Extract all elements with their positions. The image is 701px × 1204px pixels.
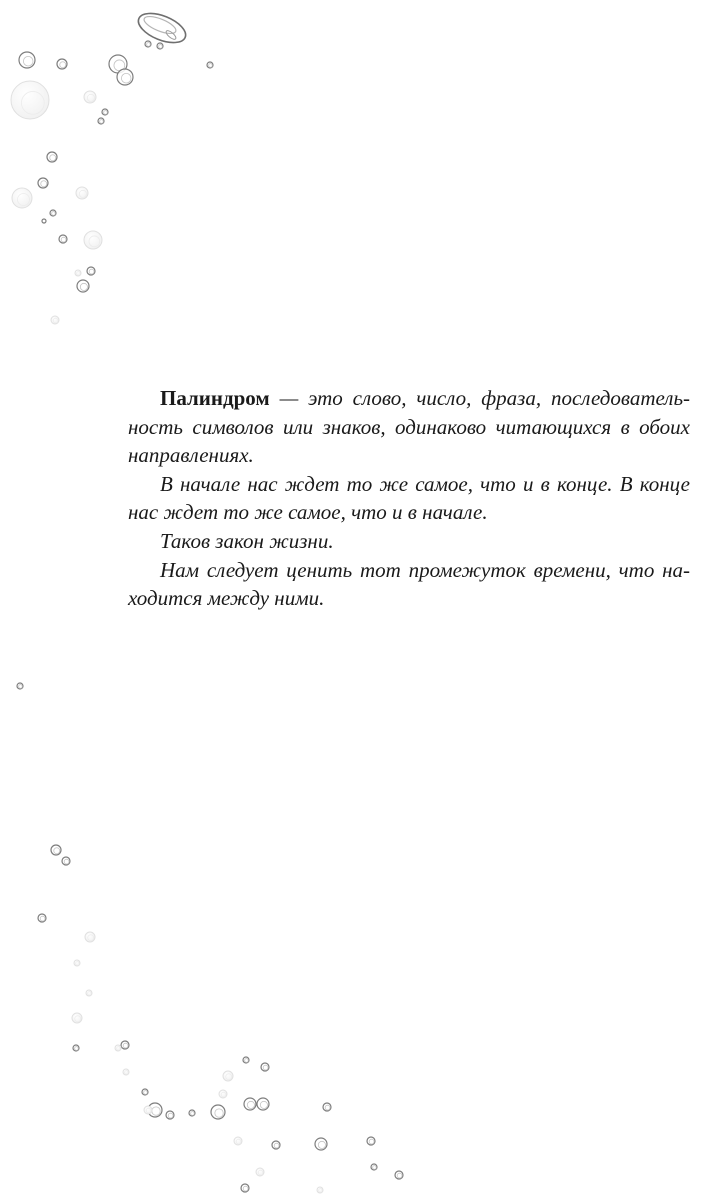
- bubble-icon: [11, 81, 49, 119]
- epigraph-paragraph: [128, 527, 690, 556]
- bubble-icon: [19, 52, 35, 68]
- bubble-icon: [211, 1105, 225, 1119]
- bubble-icon: [395, 1171, 403, 1179]
- bubble-icon: [59, 235, 67, 243]
- bubble-icon: [121, 1041, 129, 1049]
- bubble-icon: [317, 1187, 323, 1193]
- bubble-icon: [115, 1045, 121, 1051]
- bubble-icon: [166, 1111, 174, 1119]
- bubble-icon: [102, 109, 108, 115]
- epigraph-line: Нам следует ценить тот промежуток времени, что на-: [160, 557, 690, 582]
- epigraph-line: направлениях.: [128, 443, 254, 468]
- bubble-icon: [86, 990, 92, 996]
- epigraph-paragraph: [128, 556, 690, 613]
- bubble-icon: [315, 1138, 327, 1150]
- epigraph-line: В начале нас ждет то же самое, что и в конце. В конце: [160, 471, 690, 496]
- bubble-icon: [142, 1089, 148, 1095]
- bubble-icon: [73, 1045, 79, 1051]
- bubble-icon: [219, 1090, 227, 1098]
- bubble-icon: [244, 1098, 256, 1110]
- bubble-icon: [77, 280, 89, 292]
- bubble-icon: [189, 1110, 195, 1116]
- bubble-icon: [50, 210, 56, 216]
- water-drop-icon: [134, 8, 189, 49]
- epigraph-paragraph: [128, 384, 690, 470]
- bubble-icon: [17, 683, 23, 689]
- bubble-icon: [234, 1137, 242, 1145]
- bubble-icon: [323, 1103, 331, 1111]
- bubble-icon: [367, 1137, 375, 1145]
- bubble-icon: [12, 188, 32, 208]
- bubble-icon: [47, 152, 57, 162]
- bubble-icon: [144, 1106, 152, 1114]
- bubble-icon: [76, 187, 88, 199]
- epigraph-paragraph: [128, 470, 690, 527]
- bubble-icon: [371, 1164, 377, 1170]
- bubble-icon: [207, 62, 213, 68]
- term-palindrome: Палиндром: [160, 386, 270, 410]
- bubble-icon: [257, 1098, 269, 1110]
- bubble-icon: [51, 316, 59, 324]
- bubble-icon: [57, 59, 67, 69]
- bubble-icon: [241, 1184, 249, 1192]
- bubble-icon: [145, 41, 151, 47]
- bubble-icon: [84, 91, 96, 103]
- bubble-icon: [98, 118, 104, 124]
- epigraph-line: ходится между ними.: [128, 586, 325, 611]
- bubble-icon: [157, 43, 163, 49]
- bubble-icon: [85, 932, 95, 942]
- bubble-icon: [74, 960, 80, 966]
- bubble-icon: [123, 1069, 129, 1075]
- bubble-icon: [38, 178, 48, 188]
- bubble-icon: [109, 55, 127, 73]
- bubble-icon: [75, 270, 81, 276]
- bubble-icon: [243, 1057, 249, 1063]
- epigraph-line: Таков закон жизни.: [160, 528, 334, 553]
- bubble-icon: [62, 857, 70, 865]
- bubble-icon: [38, 914, 46, 922]
- bubble-icon: [148, 1103, 162, 1117]
- bubble-icon: [72, 1013, 82, 1023]
- definition-text: — это слово, число, фраза, последователь-: [279, 386, 691, 410]
- epigraph-line: нас ждет то же самое, что и в начале.: [128, 500, 488, 525]
- epigraph-line: [128, 384, 690, 413]
- epigraph-line: ность символов или знаков, одинаково читающихся в обоих: [128, 414, 690, 439]
- bubble-icon: [87, 267, 95, 275]
- bubble-icon: [42, 219, 46, 223]
- bubble-icon: [84, 231, 102, 249]
- bubble-icon: [117, 69, 133, 85]
- bubble-icon: [261, 1063, 269, 1071]
- bubble-icon: [223, 1071, 233, 1081]
- bubble-icon: [256, 1168, 264, 1176]
- epigraph: [128, 384, 690, 613]
- bubble-icon: [51, 845, 61, 855]
- bubble-icon: [272, 1141, 280, 1149]
